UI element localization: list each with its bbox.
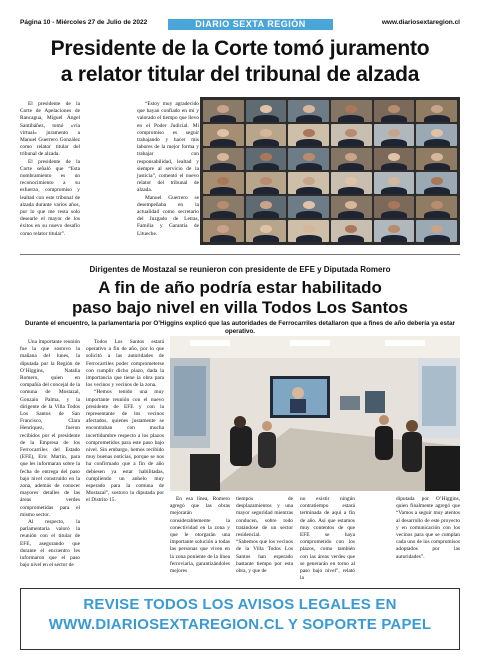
article2-column-2 <box>86 339 164 505</box>
video-call-participant-tile <box>374 148 415 170</box>
legal-notice-line2: WWW.DIARIOSEXTAREGION.CL Y SOPORTE PAPEL <box>48 616 432 633</box>
article2-bottom-column-1 <box>170 496 230 575</box>
video-call-participant-tile <box>288 124 329 146</box>
article2-paragraph: tiempos de desplazamientos y una mayor seguridad mientras conducen, sobre todo tratándose de un sector residencial. “Sabemos que los vecinos de la Villa Todos Los Santos han esperado bastante tiempo por esta obra, y que de <box>236 496 293 575</box>
page-number: Página 10 <box>20 19 51 26</box>
video-call-participant-tile <box>288 196 329 218</box>
article1-headline-line1: Presidente de la Corte tomó juramento <box>50 37 430 60</box>
video-call-participant-tile <box>416 100 457 122</box>
article2-headline-line2: paso bajo nivel en villa Todos Los Santos <box>72 298 408 317</box>
video-call-participant-tile <box>331 220 372 242</box>
article1-headline-line2: a relator titular del tribunal de alzada <box>60 63 420 86</box>
video-call-participant-tile <box>203 100 244 122</box>
video-call-participant-tile <box>416 196 457 218</box>
article2-paragraph: no existir ningún contratiempo estará terminada de aquí a fin de año. Así que estamos muy contentos de que EFE se haya comprometido con los plazos, como también con las áreas verdes que se generarán en torno al paso bajo nivel”, relató la <box>300 496 355 582</box>
article1-paragraph: “Estoy muy agradecido que hayan confiado en mí y valorado el tiempo que llevo en el Poder Judicial. Mi compromiso es seguir trabajando y hacer mis labores de la mejor forma y trabajar con responsabilidad, lealtad y siempre al servicio de la justicia”, comentó el nuevo relator del tribunal de alzada. <box>137 101 199 194</box>
article1-paragraph: Manuel Guerrero se desempeñaba en la actualidad como secretario del Juzgado de Letras, Familia y Garantía de Litueche. <box>137 194 199 237</box>
video-call-participant-tile <box>246 196 287 218</box>
article1-column-2 <box>137 101 199 238</box>
video-call-participant-tile <box>416 172 457 194</box>
article2-headline <box>20 278 460 318</box>
video-call-participant-tile <box>246 220 287 242</box>
video-call-participant-tile <box>203 148 244 170</box>
video-call-participant-tile <box>246 124 287 146</box>
legal-notice-box <box>20 588 460 650</box>
article2-paragraph: Al respecto, la parlamentaria valoró la reunión con el titular de EFE, asegurando que durante el encuentro les informaron que el paso bajo nivel en el sector de <box>20 519 80 569</box>
article2-headline-line1: A fin de año podría estar habilitado <box>98 278 382 297</box>
video-call-participant-tile <box>416 148 457 170</box>
video-call-participant-tile <box>331 124 372 146</box>
article2-bottom-column-4 <box>396 496 460 561</box>
video-call-grid-photo <box>200 97 460 245</box>
article2-lead: Durante el encuentro, la parlamentaria por O’Higgins explicó que las autoridades de Ferrocarriles detallaron que a fines de año debería ya estar operativo. <box>24 320 456 335</box>
video-call-participant-tile <box>203 220 244 242</box>
article2-bottom-column-3 <box>300 496 355 582</box>
video-call-participant-tile <box>288 220 329 242</box>
legal-notice-line1: REVISE TODOS LOS AVISOS LEGALES EN <box>83 596 397 613</box>
article1-column-1 <box>20 101 80 238</box>
article1-headline <box>20 36 460 88</box>
article1-paragraph: El presidente de la Corte de Apelaciones de Rancagua, Miguel Ángel Santibáñez, tomó «vía virtual» juramento a Manuel Guerrero González como relator titular del tribunal de alzada. <box>20 101 80 158</box>
video-call-participant-tile <box>203 196 244 218</box>
newspaper-brand: DIARIO SEXTA REGIÓN <box>195 19 306 29</box>
article1-paragraph: El presidente de la Corte señaló que “Esta nombramiento es un reconocimiento a su esfuerzo, compromiso y lealtad con este tribunal de alzada durante varios años, por lo que me resta solo desearle el mayor de los éxitos en su nuevo desafío como relator titular”. <box>20 158 80 237</box>
video-call-participant-tile <box>331 100 372 122</box>
video-call-participant-tile <box>288 100 329 122</box>
article2-paragraph: En esa línea, Romero agregó que las obras mejorarán considerablemente la conectividad en la zona y que le otorgarán una importante solución a todas las personas que viven en la zona poniente de la línea ferroviaria, garantizándoles mejores <box>170 496 230 575</box>
video-call-participant-tile <box>288 148 329 170</box>
video-call-participant-tile <box>374 100 415 122</box>
video-call-participant-tile <box>288 172 329 194</box>
video-call-participant-tile <box>416 220 457 242</box>
article2-paragraph: diputada por O’Higgins, quien finalmente agregó que “Vamos a seguir muy atentos al desarrollo de este proyecto y en comunicación con los vecinos para que se cumplan cada uno de los compromisos adoptados por las autoridades”. <box>396 496 460 560</box>
video-call-participant-tile <box>416 124 457 146</box>
article2-kicker: Dirigentes de Mostazal se reunieron con presidente de EFE y Diputada Romero <box>89 265 391 274</box>
article2-paragraph: Una importante reunión fue la que sostuvo la mañana del lunes, la diputada por la Región de O’Higgins, Natalia Romero, quien en compañía del concejal de la comuna de Mostazal, Gonzalo Palma, y la dirigente de la Villa Todos Los Santos de San Francisco, Clara Henríquez, fueron recibidos por el presidente de la Empresa de los Ferrocarriles del Estado (EFE), Eric Martin, para que les informaran sobre la fecha de entrega del paso bajo nivel construido en la zona, además de conocer mayores detalles de las áreas verdes comprometidas para el mismo sector. <box>20 339 80 518</box>
page-header <box>20 17 460 31</box>
video-call-participant-tile <box>331 148 372 170</box>
video-call-participant-tile <box>246 172 287 194</box>
article2-paragraph: Todos Los Santos estará operativo a fin de año, por lo que solicitó a las autoridades de Ferrocarriles poder comprometerse con cumplir dicho plazo, dada la importancia que tiene la obra para los vecinos y vecinos de la zona. <box>86 339 164 389</box>
video-call-participant-tile <box>203 172 244 194</box>
article2-bottom-column-2 <box>236 496 293 575</box>
video-call-participant-tile <box>374 196 415 218</box>
site-url: www.diariosextaregion.cl <box>381 19 460 26</box>
page-date-line <box>20 19 147 26</box>
video-call-participant-tile <box>331 172 372 194</box>
video-call-participant-tile <box>246 148 287 170</box>
article2-column-1 <box>20 339 80 570</box>
article2-paragraph: “Hemos tenido una muy importante reunión con el nuevo presidente de EFE y con la representante de los vecinos afectados, quienes justamente se encontraban con mucha incertidumbre respecto a los plazos comprometidos para este paso bajo nivel. Sin embargo, hemos recibido muy buenas noticias, porque se nos ha confirmado que a fin de año debiesen ya estar habilitadas, cumpliendo un anhelo muy esperado para la comuna de Mostazal”, sostuvo la diputada por el Distrito 15. <box>86 389 164 504</box>
video-call-participant-tile <box>374 172 415 194</box>
meeting-room-illustration <box>170 336 460 491</box>
video-call-participant-tile <box>374 124 415 146</box>
video-call-participant-tile <box>374 220 415 242</box>
meeting-photo <box>170 336 460 491</box>
video-call-participant-tile <box>203 124 244 146</box>
section-divider <box>20 254 460 255</box>
video-call-participant-tile <box>246 100 287 122</box>
issue-date: - Miércoles 27 de Julio de 2022 <box>50 19 148 26</box>
video-call-participant-tile <box>331 196 372 218</box>
